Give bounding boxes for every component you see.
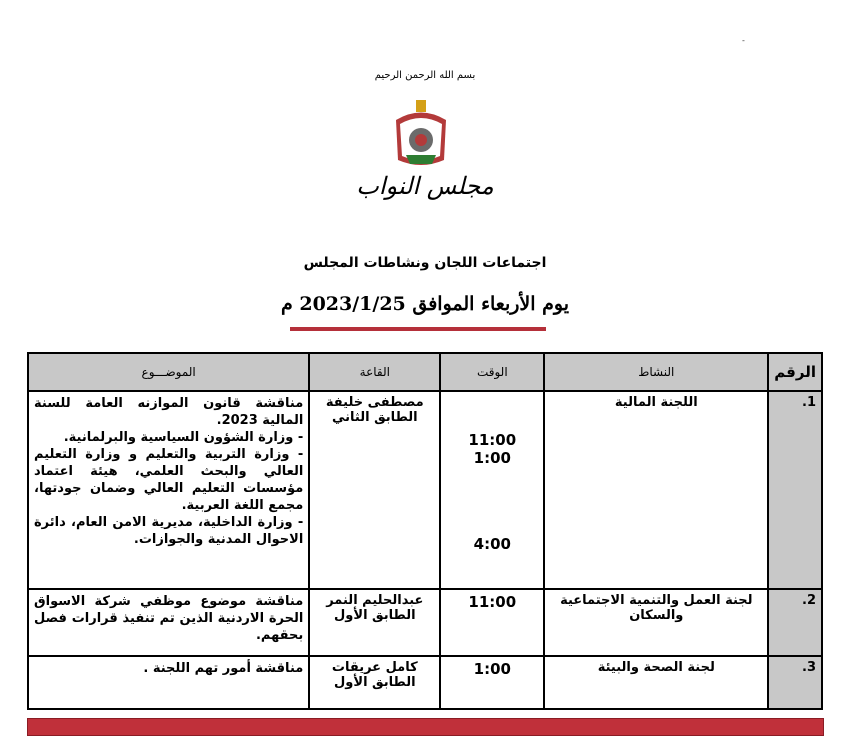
- bismillah: بسم الله الرحمن الرحيم: [374, 70, 476, 81]
- hall-floor: الطابق الأول: [334, 608, 416, 623]
- schedule-table: [27, 352, 823, 710]
- parliament-logo-text: مجلس النواب: [356, 172, 494, 200]
- subject-line: - وزارة الشؤون السياسية والبرلمانية.: [63, 430, 304, 445]
- date-underline: [290, 327, 546, 331]
- hall-name: عبدالحليم النمر: [326, 593, 424, 608]
- hall-name: مصطفى خليفة: [325, 395, 424, 410]
- time-slot: 4:00: [473, 535, 511, 553]
- header-time: الوقت: [440, 353, 544, 391]
- row-subject: [28, 391, 309, 589]
- row-hall: [309, 391, 440, 589]
- table-row: [28, 391, 822, 589]
- row-time: [440, 391, 544, 589]
- header-subject: الموضـــوع: [28, 353, 309, 391]
- hall-name: كامل عريقات: [331, 660, 418, 675]
- time-slot: 11:00: [468, 431, 517, 449]
- row-activity: لجنة العمل والتنمية الاجتماعية والسكان: [544, 589, 768, 656]
- table-header-row: [28, 353, 822, 391]
- header-hall: القاعة: [309, 353, 440, 391]
- table-row: [28, 589, 822, 656]
- row-hall: [309, 589, 440, 656]
- footer-red-bar: [27, 718, 824, 736]
- row-num: 3.: [768, 656, 822, 709]
- row-activity: اللجنة المالية: [544, 391, 768, 589]
- page-title: اجتماعات اللجان ونشاطات المجلس: [303, 255, 547, 271]
- hall-floor: الطابق الثاني: [332, 410, 418, 425]
- hall-floor: الطابق الأول: [334, 675, 416, 690]
- header-activity: النشاط: [544, 353, 768, 391]
- row-subject: مناقشة أمور تهم اللجنة .: [28, 656, 309, 709]
- table-row: [28, 656, 822, 709]
- row-time: 11:00: [440, 589, 544, 656]
- row-time: 1:00: [440, 656, 544, 709]
- corner-mark: -: [742, 36, 745, 45]
- coat-of-arms-icon: [388, 100, 454, 170]
- row-hall: [309, 656, 440, 709]
- row-subject: مناقشة موضوع موظفي شركة الاسواق الحرة الاردنية الذين تم تنفيذ قرارات فصل بحقهم.: [28, 589, 309, 656]
- row-activity: لجنة الصحة والبيئة: [544, 656, 768, 709]
- subject-line: - وزارة الداخلية، مديرية الامن العام، دائرة الاحوال المدنية والجوازات.: [34, 515, 304, 547]
- subject-line: - وزارة التربية والتعليم و وزارة التعليم العالي والبحث العلمي، هيئة اعتماد مؤسسات التعليم العالي وضمان جودتها، مجمع اللغة العربية.: [34, 447, 304, 513]
- date-heading: يوم الأربعاء الموافق 2023/1/25 م: [280, 293, 570, 315]
- header-num: الرقم: [768, 353, 822, 391]
- time-slot: 1:00: [473, 449, 511, 467]
- row-num: 2.: [768, 589, 822, 656]
- row-num: 1.: [768, 391, 822, 589]
- subject-line: مناقشة قانون الموازنه العامة للسنة المالية 2023.: [34, 396, 304, 428]
